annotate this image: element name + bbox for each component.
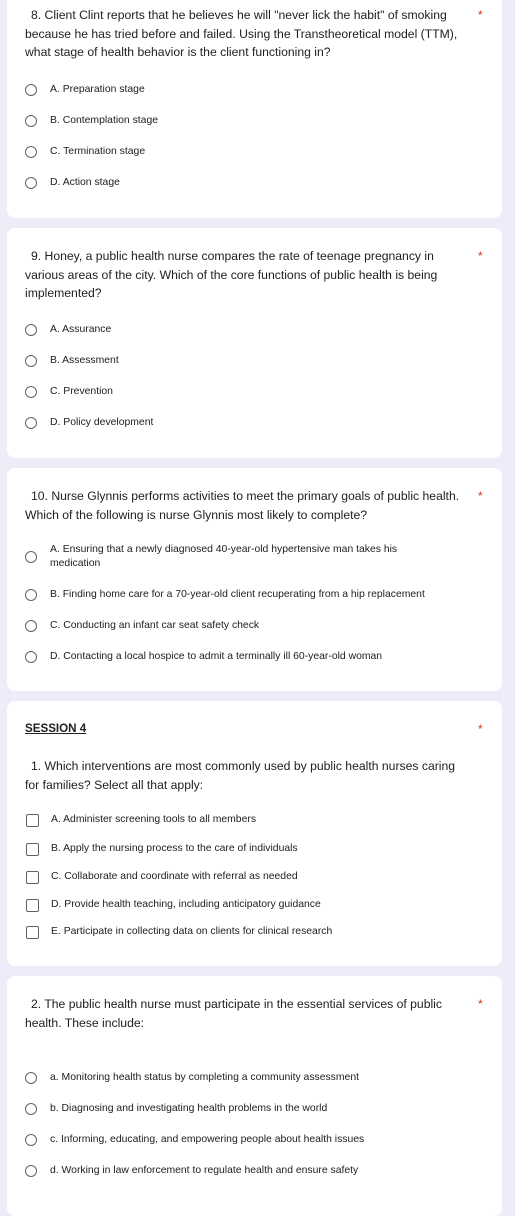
radio-button[interactable] (25, 84, 37, 96)
option-radio[interactable]: B. Contemplation stage (25, 114, 158, 128)
option-radio[interactable]: C. Termination stage (25, 145, 145, 159)
option-radio[interactable]: A. Ensuring that a newly diagnosed 40-year-old hypertensive man takes his medication (25, 543, 440, 571)
radio-button[interactable] (25, 620, 37, 632)
checkbox[interactable] (26, 843, 39, 856)
radio-button[interactable] (25, 115, 37, 127)
question-text: 9. Honey, a public health nurse compares the rate of teenage pregnancy in various areas of the city. Which of the core functions of public health is being implemented? (25, 249, 438, 301)
section-title: SESSION 4 (25, 722, 87, 735)
radio-button[interactable] (25, 651, 37, 663)
radio-button[interactable] (25, 355, 37, 367)
option-radio[interactable]: D. Action stage (25, 176, 120, 190)
option-checkbox[interactable]: C. Collaborate and coordinate with referral as needed (25, 870, 298, 884)
radio-button[interactable] (25, 146, 37, 158)
question-text: 10. Nurse Glynnis performs activities to meet the primary goals of public health. Which of the following is nurse Glynnis most likely to complete? (25, 489, 460, 522)
option-checkbox[interactable]: B. Apply the nursing process to the care of individuals (25, 842, 298, 856)
required-asterisk: * (478, 249, 483, 263)
checkbox[interactable] (26, 871, 39, 884)
checkbox[interactable] (26, 926, 39, 939)
required-asterisk: * (478, 722, 483, 736)
radio-button[interactable] (25, 324, 37, 336)
radio-button[interactable] (25, 551, 37, 563)
question-card-10 (7, 468, 502, 691)
option-radio[interactable]: D. Policy development (25, 416, 153, 430)
option-radio[interactable]: a. Monitoring health status by completing a community assessment (25, 1071, 359, 1085)
option-checkbox[interactable]: E. Participate in collecting data on clients for clinical research (25, 925, 332, 939)
option-radio[interactable]: A. Preparation stage (25, 83, 145, 97)
option-radio[interactable]: C. Prevention (25, 385, 113, 399)
option-radio[interactable]: A. Assurance (25, 323, 111, 337)
checkbox[interactable] (26, 814, 39, 827)
radio-button[interactable] (25, 1165, 37, 1177)
checkbox[interactable] (26, 899, 39, 912)
required-asterisk: * (478, 997, 483, 1011)
radio-button[interactable] (25, 1103, 37, 1115)
question-text: 2. The public health nurse must participate in the essential services of public health. These include: (25, 997, 442, 1030)
radio-button[interactable] (25, 386, 37, 398)
option-radio[interactable]: d. Working in law enforcement to regulate health and ensure safety (25, 1164, 358, 1178)
question-text: 8. Client Clint reports that he believes he will "never lick the habit" of smoking because he has tried before and failed. Using the Transtheoretical model (TTM), what stage of health behavior is the client functioning in? (25, 8, 458, 60)
required-asterisk: * (478, 489, 483, 503)
radio-button[interactable] (25, 589, 37, 601)
option-radio[interactable]: c. Informing, educating, and empowering people about health issues (25, 1133, 364, 1147)
option-radio[interactable]: B. Finding home care for a 70-year-old client recuperating from a hip replacement (25, 588, 425, 602)
option-radio[interactable]: C. Conducting an infant car seat safety check (25, 619, 259, 633)
option-radio[interactable]: b. Diagnosing and investigating health problems in the world (25, 1102, 327, 1116)
required-asterisk: * (478, 8, 483, 22)
radio-button[interactable] (25, 1072, 37, 1084)
option-checkbox[interactable]: A. Administer screening tools to all members (25, 813, 256, 827)
radio-button[interactable] (25, 417, 37, 429)
question-card-9 (7, 228, 502, 458)
question-card-8 (7, 0, 502, 218)
question-card-session4-2 (7, 976, 502, 1216)
question-card-session4-1 (7, 701, 502, 966)
question-text: 1. Which interventions are most commonly used by public health nurses caring for families? Select all that apply: (25, 759, 456, 792)
radio-button[interactable] (25, 1134, 37, 1146)
option-radio[interactable]: D. Contacting a local hospice to admit a terminally ill 60-year-old woman (25, 650, 382, 664)
option-checkbox[interactable]: D. Provide health teaching, including anticipatory guidance (25, 898, 321, 912)
radio-button[interactable] (25, 177, 37, 189)
option-radio[interactable]: B. Assessment (25, 354, 119, 368)
